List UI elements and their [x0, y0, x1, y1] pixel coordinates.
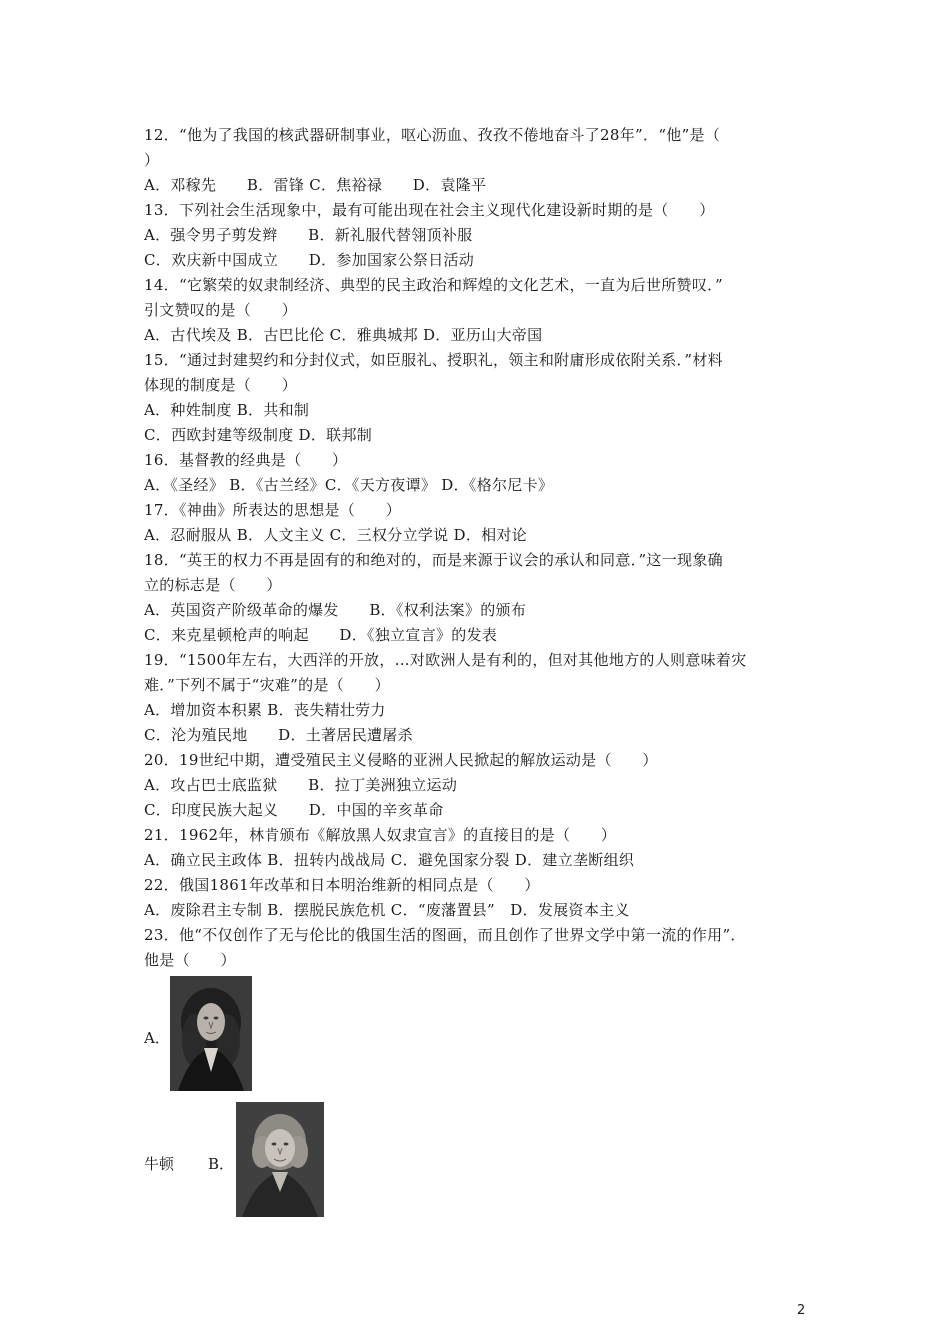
- text-line: 21．1962年，林肯颁布《解放黑人奴隶宣言》的直接目的是（ ）: [144, 826, 617, 844]
- portrait-b-image: [236, 1102, 324, 1217]
- option-b-label: B．: [208, 1155, 235, 1173]
- text-line: 15．“通过封建契约和分封仪式，如臣服礼、授职礼，领主和附庸形成依附关系．”材料: [144, 351, 723, 369]
- option-a-caption: 牛顿: [144, 1155, 175, 1173]
- text-line: C．来克星顿枪声的响起 D．《独立宣言》的发表: [144, 626, 498, 644]
- option-a-label: A．: [144, 1029, 170, 1047]
- option-a-row: [144, 976, 809, 1094]
- text-line: ）: [144, 151, 160, 169]
- text-line: 16．基督教的经典是（ ）: [144, 451, 348, 469]
- text-line: 12．“他为了我国的核武器研制事业，呕心沥血、孜孜不倦地奋斗了28年”．“他”是（: [144, 126, 721, 144]
- question-text: [144, 123, 809, 1220]
- text-line: A．《圣经》 B．《古兰经》C．《天方夜谭》 D．《格尔尼卡》: [144, 476, 554, 494]
- text-line: A．增加资本积累 B．丧失精壮劳力: [144, 701, 386, 719]
- text-line: 19．“1500年左右，大西洋的开放，…对欧洲人是有利的，但对其他地方的人则意味着灾: [144, 651, 747, 669]
- text-line: C．印度民族大起义 D．中国的辛亥革命: [144, 801, 444, 819]
- text-line: A．邓稼先 B．雷锋 C．焦裕禄 D．袁隆平: [144, 176, 487, 194]
- text-line: A．忍耐服从 B．人文主义 C．三权分立学说 D．相对论: [144, 526, 528, 544]
- text-line: 体现的制度是（ ）: [144, 376, 298, 394]
- text-line: 22．俄国1861年改革和日本明治维新的相同点是（ ）: [144, 876, 540, 894]
- text-line: A．确立民主政体 B．扭转内战战局 C．避免国家分裂 D．建立垄断组织: [144, 851, 635, 869]
- text-line: A．古代埃及 B．古巴比伦 C．雅典城邦 D．亚历山大帝国: [144, 326, 543, 344]
- text-line: 引文赞叹的是（ ）: [144, 301, 298, 319]
- text-line: 23．他“不仅创作了无与伦比的俄国生活的图画，而且创作了世界文学中第一流的作用”．: [144, 926, 746, 944]
- text-line: A．英国资产阶级革命的爆发 B．《权利法案》的颁布: [144, 601, 527, 619]
- text-line: 13．下列社会生活现象中，最有可能出现在社会主义现代化建设新时期的是（ ）: [144, 201, 715, 219]
- text-line: 难．”下列不属于“灾难”的是（ ）: [144, 676, 390, 694]
- text-line: 14．“它繁荣的奴隶制经济、典型的民主政治和辉煌的文化艺术，一直为后世所赞叹．”: [144, 276, 723, 294]
- portrait-a-image: [170, 976, 252, 1091]
- text-line: A．废除君主专制 B．摆脱民族危机 C．“废藩置县” D．发展资本主义: [144, 901, 630, 919]
- text-line: 立的标志是（ ）: [144, 576, 282, 594]
- text-line: 17．《神曲》所表达的思想是（ ）: [144, 501, 401, 519]
- text-line: C．欢庆新中国成立 D．参加国家公祭日活动: [144, 251, 475, 269]
- option-b-portrait: [236, 1102, 324, 1217]
- option-b-row: [144, 1102, 809, 1220]
- text-line: A．种姓制度 B．共和制: [144, 401, 310, 419]
- text-line: C．沦为殖民地 D．土著居民遭屠杀: [144, 726, 413, 744]
- text-line: 20．19世纪中期，遭受殖民主义侵略的亚洲人民掀起的解放运动是（ ）: [144, 751, 658, 769]
- text-line: C．西欧封建等级制度 D．联邦制: [144, 426, 373, 444]
- text-line: A．强令男子剪发辫 B．新礼服代替翎顶补服: [144, 226, 473, 244]
- option-a-portrait: [170, 976, 252, 1091]
- text-line: 18．“英王的权力不再是固有的和绝对的，而是来源于议会的承认和同意．”这一现象确: [144, 551, 723, 569]
- page-number: 2: [797, 1303, 806, 1318]
- text-line: A．攻占巴士底监狱 B．拉丁美洲独立运动: [144, 776, 458, 794]
- text-line: 他是（ ）: [144, 951, 236, 969]
